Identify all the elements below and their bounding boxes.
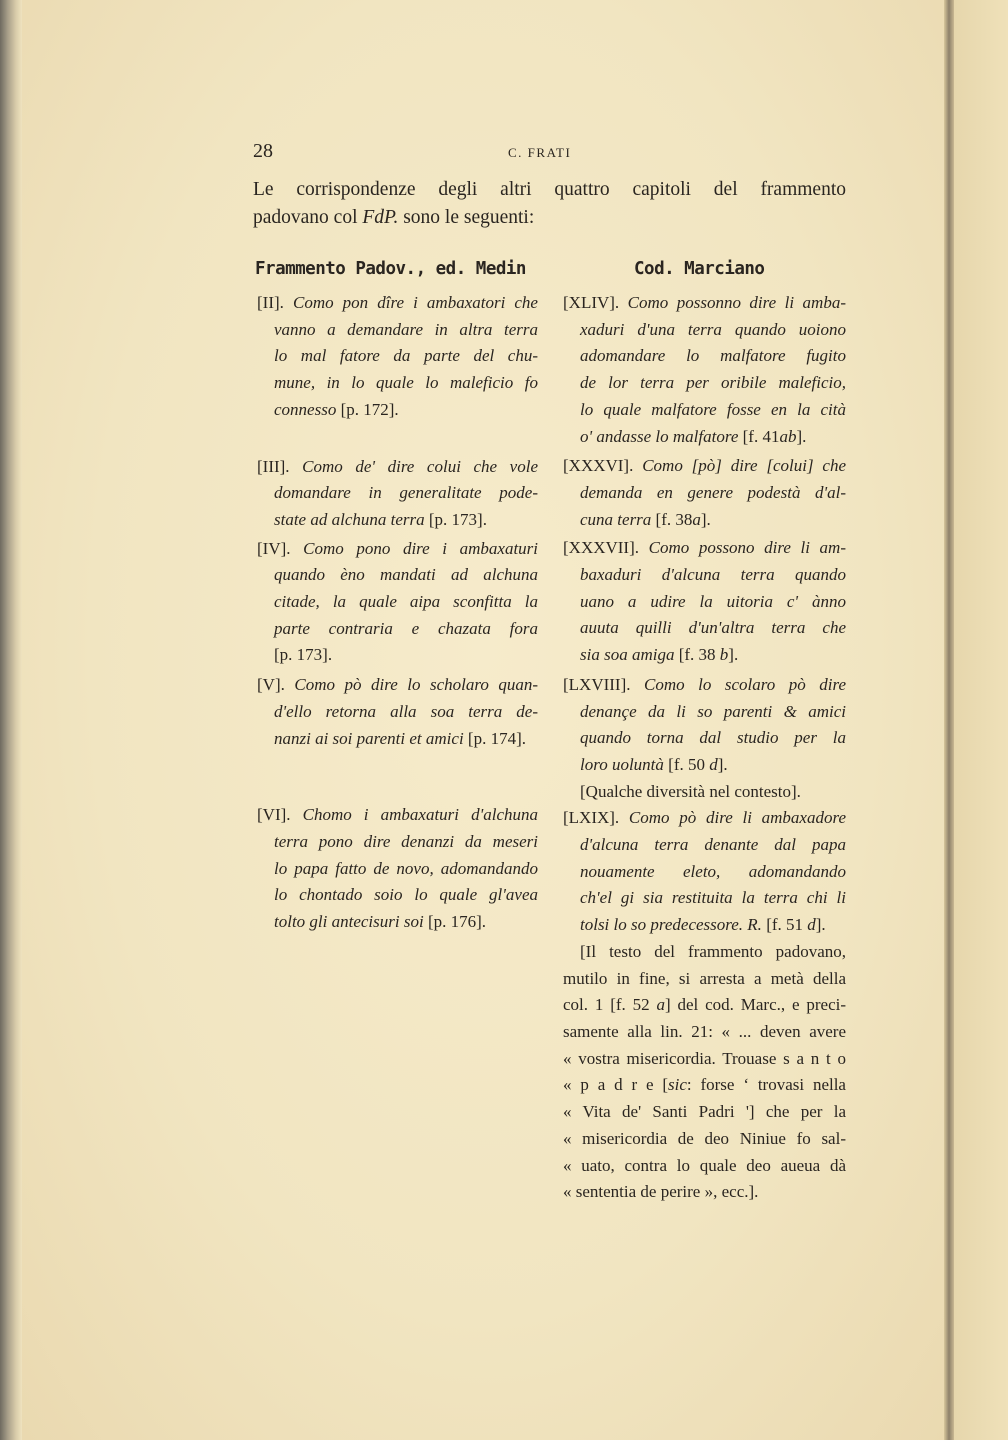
text-line xyxy=(563,1179,846,1206)
roman-text: [f. 50 xyxy=(663,754,710,774)
right-column-heading: Cod. Marciano xyxy=(634,259,765,279)
roman-text: [p. 173]. xyxy=(424,509,487,529)
roman-text: ]. xyxy=(700,509,711,529)
text-line xyxy=(257,370,538,397)
roman-text: [p. 173]. xyxy=(274,645,333,665)
italic-text: b xyxy=(719,645,729,665)
left-column-heading: Frammento Padov., ed. Medin xyxy=(255,259,526,279)
roman-text: « Vita de' Santi Padri '] che per la xyxy=(563,1102,846,1122)
italic-text: mune, in lo quale lo maleficio fo xyxy=(274,373,538,393)
italic-text: Como [pò] dire [colui] che xyxy=(642,456,847,476)
italic-text: a xyxy=(656,995,665,1015)
text-line xyxy=(563,424,846,451)
italic-text: connesso xyxy=(274,399,337,419)
text-line xyxy=(257,856,538,883)
book-spine-edge xyxy=(0,0,22,1440)
text-line xyxy=(257,290,538,317)
chapter-entry xyxy=(257,454,538,534)
text-line xyxy=(253,176,846,204)
italic-text: auuta quilli d'un'altra terra che xyxy=(580,618,846,638)
text-line xyxy=(563,859,846,886)
italic-text: demanda en genere podestà d'al- xyxy=(580,482,846,502)
italic-text: tolto gli antecisuri soi xyxy=(274,912,424,932)
chapter-entry xyxy=(563,535,846,669)
chapter-entry xyxy=(257,802,538,936)
italic-text: ab xyxy=(779,426,797,446)
text-line xyxy=(563,397,846,424)
text-line xyxy=(563,1126,846,1153)
text-line xyxy=(257,616,538,643)
chapter-entry xyxy=(563,672,846,806)
italic-text: loro uoluntà xyxy=(580,754,664,774)
italic-text: baxaduri d'alcuna terra quando xyxy=(580,565,846,585)
text-line xyxy=(563,885,846,912)
roman-text: [LXVIII]. xyxy=(563,674,644,694)
roman-text: [f. 38 xyxy=(674,645,720,665)
intro-paragraph xyxy=(253,176,846,232)
roman-text: [XLIV]. xyxy=(563,293,628,312)
text-line xyxy=(563,1019,846,1046)
page-gutter xyxy=(944,0,954,1440)
roman-text: ]. xyxy=(815,915,826,935)
italic-text: state ad alchuna terra xyxy=(274,509,425,529)
italic-text: Como de' dire colui che vole xyxy=(302,456,538,476)
italic-text: nanzi ai soi parenti et amici xyxy=(274,728,464,748)
italic-text: Chomo i ambaxaturi d'alchuna xyxy=(302,805,538,825)
text-line xyxy=(563,1153,846,1180)
text-line xyxy=(563,992,846,1019)
text-line xyxy=(563,912,846,939)
italic-text: parte contraria e chazata fora xyxy=(274,618,538,638)
roman-text: [Il testo del frammento padovano, xyxy=(580,941,846,961)
italic-text: d'ello retorna alla soa terra de- xyxy=(274,701,538,721)
roman-text: « uato, contra lo quale deo aueua dà xyxy=(563,1155,846,1175)
roman-text: « sententia de perire », ecc.]. xyxy=(563,1182,759,1202)
italic-text: terra pono dire denanzi da meseri xyxy=(274,831,538,851)
text-line xyxy=(257,699,538,726)
text-line xyxy=(563,615,846,642)
italic-text: xaduri d'una terra quando uoiono xyxy=(580,319,846,339)
text-line xyxy=(257,802,538,829)
italic-text: lo papa fatto de novo, adomandando xyxy=(274,858,538,878)
right-column xyxy=(563,290,846,1206)
italic-text: de lor terra per oribile maleficio, xyxy=(580,373,846,393)
italic-text: ch'el gi sia restituita la terra chi li xyxy=(580,888,846,908)
roman-text: [Qualche diversità nel contesto]. xyxy=(580,781,801,801)
italic-text: Como pò dire lo scholaro quan- xyxy=(294,675,538,695)
text-line xyxy=(563,343,846,370)
italic-text: citade, la quale aipa sconfitta la xyxy=(274,592,538,612)
italic-text: a xyxy=(692,509,701,529)
italic-text: lo chontado soio lo quale gl'avea xyxy=(274,885,538,905)
italic-text: domandare in generalitate pode- xyxy=(274,483,538,503)
italic-text: lo quale malfatore fosse en la cità xyxy=(580,399,846,419)
chapter-entry xyxy=(563,805,846,939)
italic-text: Como pon dîre i ambaxatori che xyxy=(292,293,538,312)
text-line xyxy=(563,752,846,779)
italic-text: Como possonno dire li amba- xyxy=(627,293,846,312)
text-line xyxy=(257,909,538,936)
roman-text: « p a d r e [ xyxy=(563,1075,669,1095)
chapter-entry xyxy=(563,290,846,450)
text-line xyxy=(257,343,538,370)
roman-text: [p. 174]. xyxy=(463,728,526,748)
text-line xyxy=(257,642,538,669)
text-line xyxy=(257,397,538,424)
chapter-entry xyxy=(563,939,846,1206)
roman-text: padovano col xyxy=(253,207,363,228)
chapter-entry xyxy=(257,536,538,670)
roman-text: [p. 176]. xyxy=(423,912,487,932)
text-line xyxy=(563,453,846,480)
roman-text: ] del cod. Marc., e preci- xyxy=(664,995,846,1015)
text-line xyxy=(563,939,846,966)
text-line xyxy=(563,562,846,589)
roman-text: [f. 51 xyxy=(761,915,808,935)
text-line xyxy=(563,370,846,397)
roman-text: ]. xyxy=(717,754,728,774)
text-line xyxy=(563,480,846,507)
text-line xyxy=(257,454,538,481)
italic-text: o' andasse lo malfatore xyxy=(580,426,739,446)
italic-text: denançe da li so parenti & amici xyxy=(580,701,846,721)
italic-text: Como pò dire li ambaxadore xyxy=(628,808,846,828)
italic-text: nouamente eleto, adomandando xyxy=(580,861,846,881)
roman-text: [VI]. xyxy=(257,805,303,825)
text-line xyxy=(563,589,846,616)
text-line xyxy=(253,204,846,232)
roman-text: [III]. xyxy=(257,456,303,476)
text-line xyxy=(563,672,846,699)
text-line xyxy=(257,829,538,856)
roman-text: [XXXVI]. xyxy=(563,456,643,476)
roman-text: samente alla lin. 21: « ... deven avere xyxy=(563,1021,846,1041)
roman-text: ]. xyxy=(796,426,807,446)
italic-text: d'alcuna terra denante dal papa xyxy=(580,835,846,855)
italic-text: sic xyxy=(668,1075,687,1095)
chapter-entry xyxy=(257,290,538,424)
roman-text: [LXIX]. xyxy=(563,808,629,828)
text-line xyxy=(257,480,538,507)
text-line xyxy=(257,672,538,699)
roman-text: col. 1 [f. 52 xyxy=(563,995,657,1015)
chapter-entry xyxy=(257,672,538,752)
running-head: C. FRATI xyxy=(508,145,572,160)
next-page-edge xyxy=(954,0,1008,1440)
italic-text: adomandare lo malfatore fugito xyxy=(580,346,846,366)
italic-text: d xyxy=(709,754,718,774)
italic-text: Como pono dire i ambaxaturi xyxy=(303,538,539,558)
text-line xyxy=(563,805,846,832)
italic-text: uano a udire la uitoria c' ànno xyxy=(580,591,846,611)
text-line xyxy=(563,699,846,726)
roman-text: [V]. xyxy=(257,675,295,695)
text-line xyxy=(563,507,846,534)
italic-text: tolsi lo so predecessore. R. xyxy=(580,915,762,935)
roman-text: ]. xyxy=(728,645,739,665)
roman-text: sono le seguenti: xyxy=(398,207,535,228)
italic-text: FdP. xyxy=(362,207,399,228)
text-line xyxy=(563,642,846,669)
roman-text: « vostra misericordia. Trouase s a n t o xyxy=(563,1048,846,1068)
italic-text: Como possono dire li am- xyxy=(648,538,846,558)
text-line xyxy=(563,832,846,859)
roman-text: mutilo in fine, si arresta a metà della xyxy=(563,968,846,988)
text-line xyxy=(563,725,846,752)
roman-text: : forse ‘ trovasi nella xyxy=(686,1075,846,1095)
chapter-entry xyxy=(563,453,846,533)
roman-text: [p. 172]. xyxy=(336,399,399,419)
italic-text: d xyxy=(807,915,816,935)
text-line xyxy=(563,966,846,993)
text-line xyxy=(563,779,846,806)
text-line xyxy=(257,882,538,909)
text-line xyxy=(257,589,538,616)
roman-text: [IV]. xyxy=(257,538,304,558)
italic-text: lo mal fatore da parte del chu- xyxy=(274,346,538,366)
text-line xyxy=(257,726,538,753)
roman-text: [XXXVII]. xyxy=(563,538,649,558)
roman-text: [f. 41 xyxy=(738,426,780,446)
roman-text: [f. 38 xyxy=(651,509,693,529)
text-line xyxy=(257,507,538,534)
text-line xyxy=(257,317,538,344)
italic-text: quando èno mandati ad alchuna xyxy=(274,565,538,585)
italic-text: sia soa amiga xyxy=(580,645,675,665)
left-column xyxy=(257,290,538,936)
text-line xyxy=(563,317,846,344)
italic-text: cuna terra xyxy=(580,509,652,529)
text-line xyxy=(563,535,846,562)
page-number: 28 xyxy=(253,140,273,162)
italic-text: vanno a demandare in altra terra xyxy=(274,319,538,339)
roman-text: [II]. xyxy=(257,293,293,312)
text-line xyxy=(563,1099,846,1126)
italic-text: quando torna dal studio per la xyxy=(580,728,846,748)
text-line xyxy=(257,562,538,589)
text-line xyxy=(563,1046,846,1073)
roman-text: « misericordia de deo Niniue fo sal- xyxy=(563,1128,846,1148)
text-line xyxy=(563,290,846,317)
text-line xyxy=(563,1072,846,1099)
italic-text: Como lo scolaro pò dire xyxy=(644,674,846,694)
text-line xyxy=(257,536,538,563)
roman-text: Le corrispondenze degli altri quattro capitoli del frammento xyxy=(253,179,846,200)
